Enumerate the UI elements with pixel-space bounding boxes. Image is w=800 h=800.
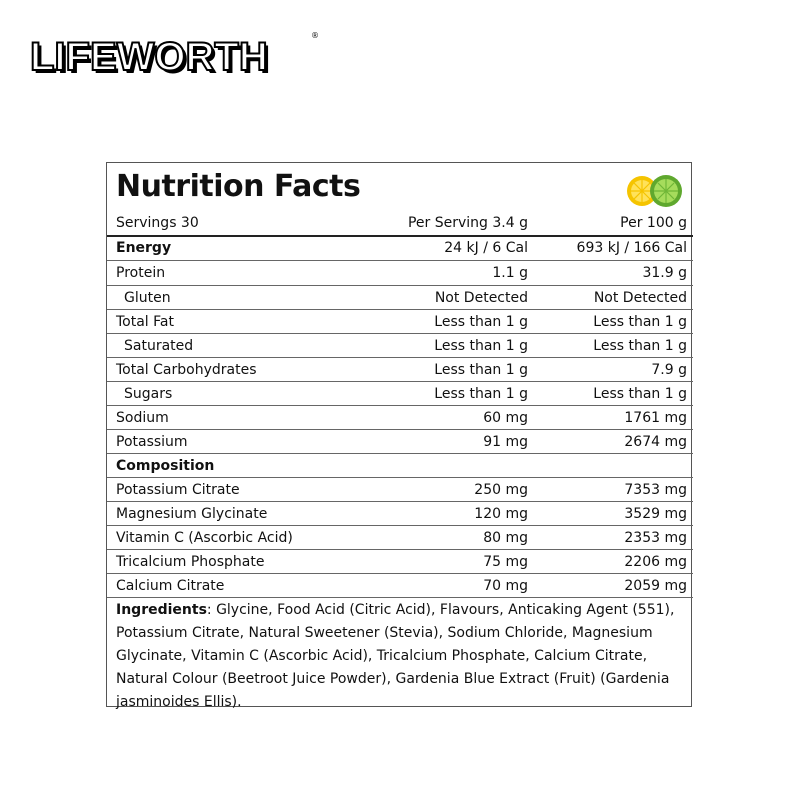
row-label: Sodium: [116, 410, 169, 426]
row-per-serving: 91 mg: [483, 434, 528, 450]
row-label: Potassium Citrate: [116, 482, 240, 498]
row-per-100g: 3529 mg: [624, 506, 687, 522]
ingredients-block: [116, 599, 688, 714]
table-row: [107, 550, 693, 574]
table-row: [107, 286, 693, 310]
row-label: Gluten: [124, 290, 171, 306]
table-row: [107, 478, 693, 502]
row-per-serving: 250 mg: [474, 482, 528, 498]
row-label: Vitamin C (Ascorbic Acid): [116, 530, 293, 546]
table-row: [107, 358, 693, 382]
row-label: Tricalcium Phosphate: [116, 554, 265, 570]
row-label: Potassium: [116, 434, 188, 450]
row-per-serving: Less than 1 g: [434, 362, 528, 378]
row-per-100g: 693 kJ / 166 Cal: [576, 240, 687, 256]
row-label: Total Carbohydrates: [116, 362, 257, 378]
row-per-100g: 2353 mg: [624, 530, 687, 546]
row-per-100g: Less than 1 g: [593, 314, 687, 330]
per-serving-header: Per Serving 3.4 g: [407, 215, 528, 231]
row-per-serving: Less than 1 g: [434, 338, 528, 354]
row-per-serving: 70 mg: [483, 578, 528, 594]
servings-label: Servings 30: [116, 215, 199, 231]
row-per-100g: 7353 mg: [624, 482, 687, 498]
row-per-100g: 7.9 g: [651, 362, 687, 378]
divider: [107, 597, 693, 598]
row-per-serving: 60 mg: [483, 410, 528, 426]
section-label: Composition: [116, 458, 215, 474]
row-per-100g: 1761 mg: [624, 410, 687, 426]
registered-mark: ®: [311, 31, 319, 40]
table-row: [107, 310, 693, 334]
panel-title: Nutrition Facts: [116, 169, 361, 204]
row-label: Energy: [116, 240, 172, 256]
row-label: Protein: [116, 265, 166, 281]
row-per-100g: 2674 mg: [624, 434, 687, 450]
table-row: [107, 334, 693, 358]
table-row: [107, 261, 693, 285]
table-row: [107, 502, 693, 526]
table-row: [107, 430, 693, 454]
per-100g-header: Per 100 g: [620, 215, 687, 231]
row-per-serving: 120 mg: [474, 506, 528, 522]
row-label: Total Fat: [116, 314, 174, 330]
row-per-100g: 2059 mg: [624, 578, 687, 594]
row-label: Calcium Citrate: [116, 578, 225, 594]
table-row: [107, 526, 693, 550]
ingredients-text: : Glycine, Food Acid (Citric Acid), Flavours, Anticaking Agent (551), Potassium Citrate, Natural Sweetener (Stevia), Sodium Chloride, Magnesium Glycinate, Vitamin C (Ascorbic Acid), Tricalcium Phosphate, Calcium Citrate, Natural Colour (Beetroot Juice Powder), Gardenia Blue Extract (Fruit) (Gardenia jasminoides Ellis).: [116, 602, 675, 710]
row-per-100g: 31.9 g: [642, 265, 687, 281]
table-row: [107, 406, 693, 430]
lemon-lime-icon: [622, 169, 686, 211]
row-per-serving: 1.1 g: [492, 265, 528, 281]
row-per-100g: Less than 1 g: [593, 338, 687, 354]
row-per-serving: Not Detected: [434, 290, 528, 306]
nutrition-panel: [106, 162, 692, 710]
header-row: [107, 211, 693, 235]
table-row: [107, 382, 693, 406]
row-per-100g: Not Detected: [593, 290, 687, 306]
row-per-serving: 75 mg: [483, 554, 528, 570]
row-label: Magnesium Glycinate: [116, 506, 268, 522]
table-row: [107, 574, 693, 598]
row-per-100g: Less than 1 g: [593, 386, 687, 402]
table-row: [107, 236, 693, 260]
section-row: [107, 454, 693, 478]
brand-logo: LIFEWORTH: [30, 35, 268, 79]
row-per-serving: Less than 1 g: [434, 314, 528, 330]
row-per-100g: 2206 mg: [624, 554, 687, 570]
ingredients-label: Ingredients: [116, 602, 207, 618]
row-label: Sugars: [124, 386, 173, 402]
row-per-serving: Less than 1 g: [434, 386, 528, 402]
row-per-serving: 24 kJ / 6 Cal: [444, 240, 528, 256]
row-label: Saturated: [124, 338, 194, 354]
row-per-serving: 80 mg: [483, 530, 528, 546]
